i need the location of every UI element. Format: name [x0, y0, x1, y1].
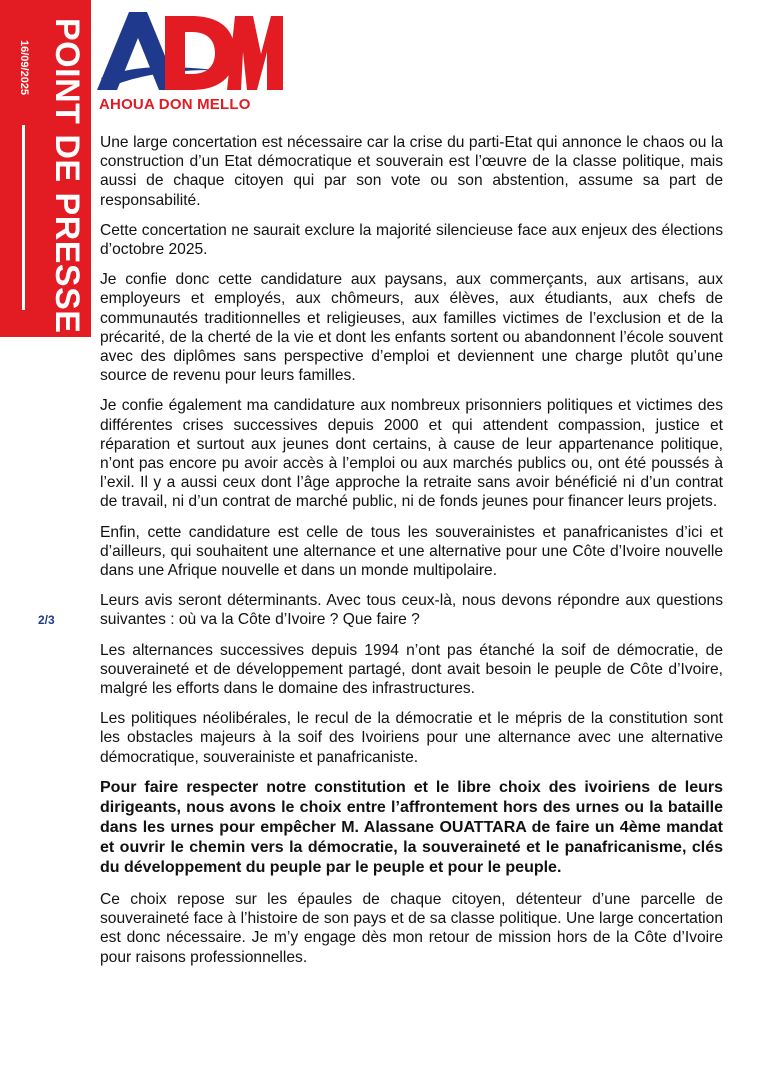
paragraph: Les politiques néolibérales, le recul de la démocratie et le mépris de la constitution sont les obstacles majeurs à la soif des Ivoiriens pour une alternance avec une alternative démocratique, souverainiste et panafricaniste.	[100, 710, 723, 766]
logo-name: AHOUA DON MELLO	[99, 96, 251, 113]
paragraph: Enfin, cette candidature est celle de tous les souverainistes et panafricanistes d’ici et d’ailleurs, qui souhaitent une alternance et une alternative pour une Côte d’Ivoire nouvelle dans une Afrique nouvelle et dans un monde multipolaire.	[100, 523, 723, 580]
paragraph: Je confie donc cette candidature aux paysans, aux commerçants, aux artisans, aux employeurs et employés, aux chômeurs, aux élèves, aux étudiants, aux chefs de communautés traditionnelles et religieuses, aux familles victimes de l’exclusion et de la précarité, de la cherté de la vie et dont les enfants sortent ou abandonnent l’école souvent avec des diplômes sans perspective d’emploi et deviennent une charge plutôt qu’une source de revenu pour leurs familles.	[100, 271, 723, 385]
bold-paragraph: Pour faire respecter notre constitution et le libre choix des ivoiriens de leurs dirigeants, nous avons le choix entre l’affrontement hors des urnes ou la bataille dans les urnes pour empêcher M. Alassane OUATTARA de faire un 4ème mandat et ouvrir le chemin vers la démocratie, la souveraineté et le panafricanisme, clés du développement du peuple par le peuple et pour le peuple.	[100, 778, 723, 876]
page-number: 2/3	[38, 613, 55, 627]
banner-divider	[22, 125, 25, 310]
press-release-body	[100, 133, 723, 978]
banner-title: POINT DE PRESSE	[48, 18, 86, 334]
paragraph: Leurs avis seront déterminants. Avec tous ceux-là, nous devons répondre aux questions suivantes : où va la Côte d’Ivoire ? Que faire ?	[100, 592, 723, 629]
paragraph: Ce choix repose sur les épaules de chaque citoyen, détenteur d’une parcelle de souveraineté face à l’histoire de son pays et de sa classe politique. Une large concertation est donc nécessaire. Je m’y engage dès mon retour de mission hors de la Côte d’Ivoire pour raisons professionnelles.	[100, 890, 723, 966]
paragraph: Cette concertation ne saurait exclure la majorité silencieuse face aux enjeux des élections d’octobre 2025.	[100, 221, 723, 259]
paragraph: Une large concertation est nécessaire car la crise du parti-Etat qui annonce le chaos ou la construction d’un Etat démocratique et souverain est l’œuvre de la classe politique, mais aussi de chaque citoyen qui par son vote ou son abstention, assume sa part de responsabilité.	[100, 134, 723, 209]
side-banner	[0, 0, 91, 337]
logo-letter-d	[165, 16, 235, 90]
paragraph: Je confie également ma candidature aux nombreux prisonniers politiques et victimes des différentes crises successives depuis 2000 et qui attendent compassion, justice et réparation et surtout aux jeunes dont certains, à cause de leur appartenance politique, n’ont pas encore pu avoir accès à l’emploi ou aux marchés publics ou, ont été poussés à l’exil. Il y a aussi ceux dont l’âge approche la retraite sans avoir bénéficié ni d’un contrat de travail, ni d’un contrat de marché public, ni de fonds jeunes pour financer leurs projets.	[100, 397, 723, 511]
banner-date: 16/09/2025	[18, 40, 30, 96]
paragraph: Les alternances successives depuis 1994 n’ont pas étanché la soif de démocratie, de souveraineté et de développement partagé, dont avait besoin le peuple de Côte d’Ivoire, malgré les efforts dans le domaine des infrastructures.	[100, 641, 723, 698]
logo-letter-m	[227, 16, 283, 90]
